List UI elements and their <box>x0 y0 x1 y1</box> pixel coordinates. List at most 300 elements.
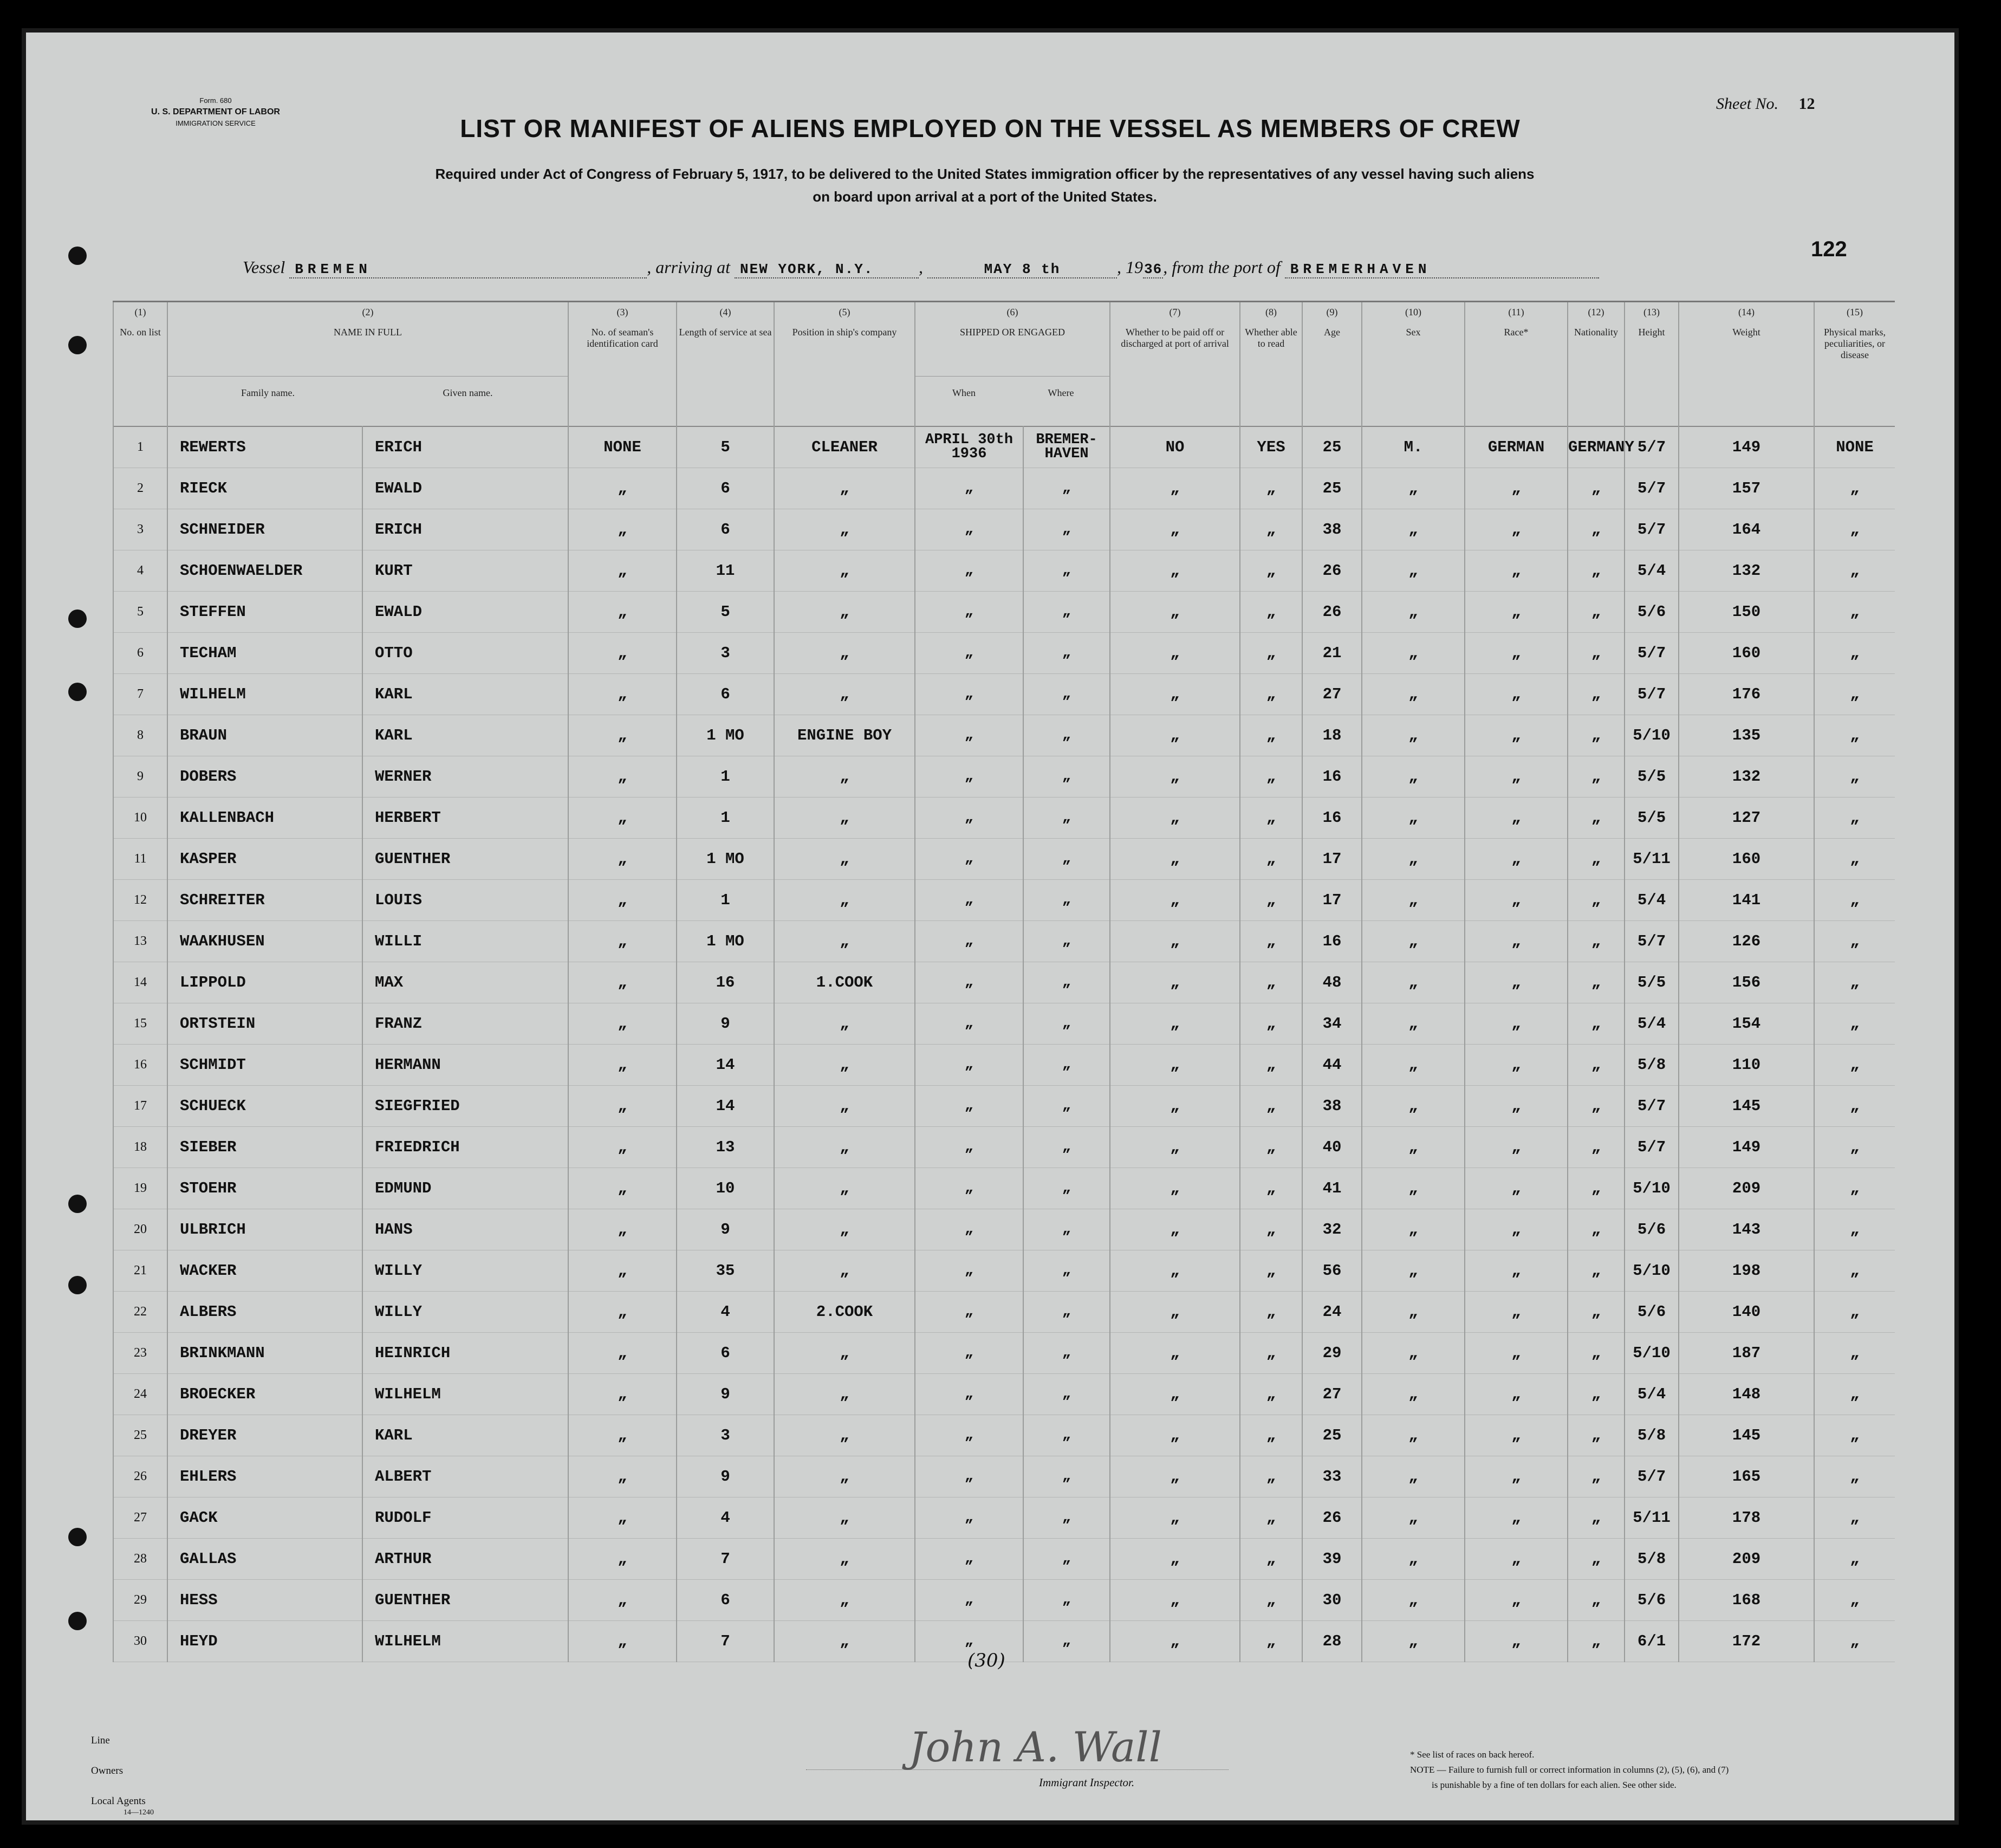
cell-sex: „ <box>1362 632 1465 673</box>
cell-id-card: „ <box>568 1168 677 1209</box>
table-row <box>113 1579 1895 1620</box>
cell-weight: 178 <box>1679 1497 1814 1538</box>
vessel-name: BREMEN <box>289 261 647 278</box>
binder-hole <box>68 247 87 265</box>
cell-physical-marks: „ <box>1814 1373 1895 1415</box>
cell-sex: „ <box>1362 673 1465 715</box>
cell-sex: „ <box>1362 838 1465 879</box>
cell-family-name: HEYD <box>167 1620 362 1662</box>
cell-age: 25 <box>1302 468 1362 509</box>
cell-position: ENGINE BOY <box>774 715 915 756</box>
cell-row-number: 15 <box>113 1003 167 1044</box>
cell-row-number: 5 <box>113 591 167 632</box>
cell-nationality: „ <box>1568 879 1625 920</box>
cell-race: „ <box>1465 509 1568 550</box>
cell-id-card: „ <box>568 920 677 962</box>
cell-given-name: MAX <box>362 962 568 1003</box>
cell-age: 38 <box>1302 1085 1362 1126</box>
cell-position: „ <box>774 1415 915 1456</box>
cell-able-to-read: „ <box>1240 468 1302 509</box>
cell-position: „ <box>774 509 915 550</box>
cell-physical-marks: „ <box>1814 632 1895 673</box>
cell-position: „ <box>774 1250 915 1291</box>
cell-paid-off: „ <box>1110 1291 1240 1332</box>
cell-physical-marks: „ <box>1814 1497 1895 1538</box>
cell-given-name: KARL <box>362 715 568 756</box>
sheet-number <box>1716 95 1815 113</box>
cell-row-number: 17 <box>113 1085 167 1126</box>
binder-hole <box>68 1612 87 1630</box>
cell-position: „ <box>774 468 915 509</box>
cell-shipped-where: „ <box>1023 591 1110 632</box>
cell-id-card: „ <box>568 879 677 920</box>
cell-height: 5/7 <box>1625 509 1679 550</box>
cell-service-length: 7 <box>677 1620 774 1662</box>
cell-shipped-when: „ <box>915 1291 1023 1332</box>
crew-rows <box>113 426 1895 1662</box>
cell-shipped-where: „ <box>1023 1044 1110 1085</box>
cell-shipped-where: „ <box>1023 879 1110 920</box>
cell-shipped-where: BREMER- HAVEN <box>1023 426 1110 468</box>
cell-paid-off: „ <box>1110 1373 1240 1415</box>
cell-shipped-where: „ <box>1023 1373 1110 1415</box>
cell-paid-off: „ <box>1110 1579 1240 1620</box>
cell-nationality: „ <box>1568 509 1625 550</box>
col-name: (2) NAME IN FULL Family name. Given name. <box>167 302 568 426</box>
cell-race: GERMAN <box>1465 426 1568 468</box>
form-code: 14—1240 <box>124 1808 154 1817</box>
table-row <box>113 1497 1895 1538</box>
cell-given-name: HEINRICH <box>362 1332 568 1373</box>
cell-paid-off: „ <box>1110 1538 1240 1579</box>
cell-nationality: „ <box>1568 920 1625 962</box>
cell-race: „ <box>1465 1332 1568 1373</box>
table-row <box>113 797 1895 838</box>
cell-nationality: „ <box>1568 1456 1625 1497</box>
cell-position: 2.COOK <box>774 1291 915 1332</box>
cell-sex: M. <box>1362 426 1465 468</box>
cell-family-name: SIEBER <box>167 1126 362 1168</box>
cell-weight: 140 <box>1679 1291 1814 1332</box>
cell-able-to-read: „ <box>1240 632 1302 673</box>
cell-shipped-when: „ <box>915 591 1023 632</box>
cell-able-to-read: „ <box>1240 1497 1302 1538</box>
note-fine-2: is punishable by a fine of ten dollars for each alien. See other side. <box>1432 1780 1677 1790</box>
cell-sex: „ <box>1362 1373 1465 1415</box>
cell-age: 25 <box>1302 426 1362 468</box>
cell-sex: „ <box>1362 509 1465 550</box>
cell-row-number: 23 <box>113 1332 167 1373</box>
table-row <box>113 1085 1895 1126</box>
cell-service-length: 6 <box>677 468 774 509</box>
cell-nationality: „ <box>1568 756 1625 797</box>
cell-service-length: 1 <box>677 879 774 920</box>
sheet-number-label: Sheet No. <box>1716 95 1778 113</box>
cell-nationality: „ <box>1568 962 1625 1003</box>
cell-race: „ <box>1465 1291 1568 1332</box>
cell-paid-off: NO <box>1110 426 1240 468</box>
cell-able-to-read: „ <box>1240 1085 1302 1126</box>
cell-position: „ <box>774 1579 915 1620</box>
cell-family-name: EHLERS <box>167 1456 362 1497</box>
cell-row-number: 24 <box>113 1373 167 1415</box>
binder-hole <box>68 683 87 701</box>
cell-paid-off: „ <box>1110 1044 1240 1085</box>
cell-row-number: 3 <box>113 509 167 550</box>
cell-sex: „ <box>1362 1291 1465 1332</box>
cell-position: „ <box>774 673 915 715</box>
cell-height: 5/6 <box>1625 1209 1679 1250</box>
cell-position: „ <box>774 1538 915 1579</box>
cell-paid-off: „ <box>1110 509 1240 550</box>
cell-given-name: GUENTHER <box>362 838 568 879</box>
col-given-name: Given name. <box>443 387 493 398</box>
cell-family-name: SCHUECK <box>167 1085 362 1126</box>
service-name: IMMIGRATION SERVICE <box>176 119 256 127</box>
table-row <box>113 715 1895 756</box>
cell-able-to-read: „ <box>1240 1126 1302 1168</box>
cell-position: „ <box>774 1168 915 1209</box>
cell-given-name: HERMANN <box>362 1044 568 1085</box>
cell-id-card: „ <box>568 1497 677 1538</box>
cell-service-length: 13 <box>677 1126 774 1168</box>
table-row <box>113 1332 1895 1373</box>
cell-shipped-where: „ <box>1023 1126 1110 1168</box>
cell-weight: 187 <box>1679 1332 1814 1373</box>
cell-family-name: DREYER <box>167 1415 362 1456</box>
cell-able-to-read: „ <box>1240 1209 1302 1250</box>
cell-nationality: „ <box>1568 1044 1625 1085</box>
cell-service-length: 3 <box>677 632 774 673</box>
cell-physical-marks: „ <box>1814 838 1895 879</box>
cell-shipped-where: „ <box>1023 1456 1110 1497</box>
cell-able-to-read: „ <box>1240 1291 1302 1332</box>
cell-position: „ <box>774 1456 915 1497</box>
cell-row-number: 22 <box>113 1291 167 1332</box>
total-count: (30) <box>967 1650 1005 1671</box>
cell-race: „ <box>1465 550 1568 591</box>
cell-physical-marks: „ <box>1814 879 1895 920</box>
owners-label: Owners <box>91 1765 124 1776</box>
cell-given-name: OTTO <box>362 632 568 673</box>
cell-family-name: SCHMIDT <box>167 1044 362 1085</box>
cell-shipped-when: „ <box>915 1332 1023 1373</box>
inspector-label: Immigrant Inspector. <box>1039 1776 1135 1789</box>
col-family-name: Family name. <box>241 387 295 398</box>
cell-age: 16 <box>1302 797 1362 838</box>
col-shipped: (6) SHIPPED OR ENGAGED When Where <box>915 302 1110 426</box>
cell-race: „ <box>1465 673 1568 715</box>
cell-height: 5/4 <box>1625 550 1679 591</box>
cell-row-number: 8 <box>113 715 167 756</box>
cell-sex: „ <box>1362 591 1465 632</box>
cell-nationality: „ <box>1568 1497 1625 1538</box>
cell-shipped-when: „ <box>915 756 1023 797</box>
cell-paid-off: „ <box>1110 1168 1240 1209</box>
table-row <box>113 756 1895 797</box>
cell-nationality: „ <box>1568 673 1625 715</box>
table-row <box>113 468 1895 509</box>
cell-shipped-when: APRIL 30th 1936 <box>915 426 1023 468</box>
cell-height: 5/11 <box>1625 838 1679 879</box>
cell-id-card: „ <box>568 1003 677 1044</box>
cell-weight: 156 <box>1679 962 1814 1003</box>
cell-sex: „ <box>1362 1579 1465 1620</box>
cell-id-card: „ <box>568 591 677 632</box>
cell-physical-marks: „ <box>1814 962 1895 1003</box>
cell-given-name: GUENTHER <box>362 1579 568 1620</box>
table-row <box>113 1538 1895 1579</box>
cell-paid-off: „ <box>1110 1209 1240 1250</box>
cell-given-name: KURT <box>362 550 568 591</box>
col-service: (4) Length of service at sea <box>677 302 774 426</box>
cell-age: 32 <box>1302 1209 1362 1250</box>
col-race: (11) Race* <box>1465 302 1568 426</box>
cell-able-to-read: „ <box>1240 920 1302 962</box>
cell-weight: 135 <box>1679 715 1814 756</box>
cell-nationality: „ <box>1568 1415 1625 1456</box>
cell-weight: 172 <box>1679 1620 1814 1662</box>
cell-shipped-when: „ <box>915 632 1023 673</box>
cell-physical-marks: „ <box>1814 550 1895 591</box>
table-row <box>113 1291 1895 1332</box>
cell-weight: 143 <box>1679 1209 1814 1250</box>
cell-able-to-read: „ <box>1240 1579 1302 1620</box>
cell-shipped-when: „ <box>915 1620 1023 1662</box>
cell-nationality: „ <box>1568 1085 1625 1126</box>
cell-age: 38 <box>1302 509 1362 550</box>
cell-row-number: 28 <box>113 1538 167 1579</box>
cell-service-length: 9 <box>677 1209 774 1250</box>
cell-shipped-when: „ <box>915 1209 1023 1250</box>
cell-row-number: 13 <box>113 920 167 962</box>
cell-id-card: NONE <box>568 426 677 468</box>
cell-height: 5/10 <box>1625 1250 1679 1291</box>
cell-able-to-read: „ <box>1240 879 1302 920</box>
cell-race: „ <box>1465 1085 1568 1126</box>
table-row <box>113 879 1895 920</box>
cell-given-name: LOUIS <box>362 879 568 920</box>
cell-sex: „ <box>1362 1250 1465 1291</box>
cell-shipped-when: „ <box>915 1003 1023 1044</box>
cell-shipped-when: „ <box>915 1250 1023 1291</box>
cell-sex: „ <box>1362 1415 1465 1456</box>
cell-height: 5/6 <box>1625 591 1679 632</box>
cell-service-length: 35 <box>677 1250 774 1291</box>
cell-given-name: WILLY <box>362 1250 568 1291</box>
cell-paid-off: „ <box>1110 591 1240 632</box>
cell-paid-off: „ <box>1110 1126 1240 1168</box>
cell-height: 5/7 <box>1625 1456 1679 1497</box>
cell-nationality: „ <box>1568 715 1625 756</box>
subtitle-line-2: on board upon arrival at a port of the United States. <box>813 189 1157 205</box>
cell-able-to-read: „ <box>1240 756 1302 797</box>
cell-paid-off: „ <box>1110 1085 1240 1126</box>
cell-nationality: „ <box>1568 797 1625 838</box>
cell-row-number: 20 <box>113 1209 167 1250</box>
cell-id-card: „ <box>568 509 677 550</box>
cell-weight: 141 <box>1679 879 1814 920</box>
cell-able-to-read: „ <box>1240 550 1302 591</box>
cell-sex: „ <box>1362 1538 1465 1579</box>
cell-weight: 149 <box>1679 426 1814 468</box>
cell-id-card: „ <box>568 550 677 591</box>
cell-race: „ <box>1465 1538 1568 1579</box>
arriving-label: , arriving at <box>647 257 730 277</box>
cell-shipped-where: „ <box>1023 1332 1110 1373</box>
table-row <box>113 673 1895 715</box>
cell-given-name: HERBERT <box>362 797 568 838</box>
col-no: (1) No. on list <box>113 302 167 426</box>
cell-nationality: „ <box>1568 1003 1625 1044</box>
cell-service-length: 7 <box>677 1538 774 1579</box>
cell-physical-marks: „ <box>1814 756 1895 797</box>
cell-height: 5/7 <box>1625 673 1679 715</box>
page-number: 122 <box>1811 237 1847 261</box>
cell-race: „ <box>1465 879 1568 920</box>
cell-height: 5/5 <box>1625 962 1679 1003</box>
cell-given-name: HANS <box>362 1209 568 1250</box>
cell-service-length: 5 <box>677 426 774 468</box>
cell-service-length: 1 MO <box>677 838 774 879</box>
cell-family-name: GALLAS <box>167 1538 362 1579</box>
cell-position: 1.COOK <box>774 962 915 1003</box>
cell-row-number: 11 <box>113 838 167 879</box>
cell-weight: 168 <box>1679 1579 1814 1620</box>
cell-age: 39 <box>1302 1538 1362 1579</box>
cell-row-number: 29 <box>113 1579 167 1620</box>
cell-race: „ <box>1465 1044 1568 1085</box>
cell-age: 21 <box>1302 632 1362 673</box>
cell-able-to-read: „ <box>1240 838 1302 879</box>
cell-sex: „ <box>1362 1209 1465 1250</box>
cell-id-card: „ <box>568 1250 677 1291</box>
cell-race: „ <box>1465 1250 1568 1291</box>
cell-shipped-when: „ <box>915 550 1023 591</box>
cell-family-name: WILHELM <box>167 673 362 715</box>
col-read: (8) Whether able to read <box>1240 302 1302 426</box>
cell-nationality: „ <box>1568 1373 1625 1415</box>
cell-height: 5/11 <box>1625 1497 1679 1538</box>
cell-age: 26 <box>1302 550 1362 591</box>
cell-weight: 127 <box>1679 797 1814 838</box>
cell-given-name: ALBERT <box>362 1456 568 1497</box>
cell-race: „ <box>1465 797 1568 838</box>
cell-family-name: BRINKMANN <box>167 1332 362 1373</box>
cell-service-length: 4 <box>677 1291 774 1332</box>
cell-position: „ <box>774 550 915 591</box>
cell-given-name: EDMUND <box>362 1168 568 1209</box>
signature-line <box>806 1769 1229 1770</box>
binder-hole <box>68 336 87 354</box>
cell-given-name: ERICH <box>362 509 568 550</box>
cell-paid-off: „ <box>1110 797 1240 838</box>
cell-weight: 176 <box>1679 673 1814 715</box>
cell-shipped-where: „ <box>1023 509 1110 550</box>
cell-nationality: „ <box>1568 1291 1625 1332</box>
cell-height: 5/10 <box>1625 1168 1679 1209</box>
cell-weight: 160 <box>1679 632 1814 673</box>
cell-sex: „ <box>1362 1332 1465 1373</box>
cell-shipped-when: „ <box>915 797 1023 838</box>
cell-able-to-read: „ <box>1240 591 1302 632</box>
cell-physical-marks: „ <box>1814 1250 1895 1291</box>
cell-height: 5/7 <box>1625 468 1679 509</box>
cell-weight: 209 <box>1679 1538 1814 1579</box>
cell-family-name: LIPPOLD <box>167 962 362 1003</box>
cell-nationality: „ <box>1568 1126 1625 1168</box>
cell-family-name: GACK <box>167 1497 362 1538</box>
cell-given-name: ERICH <box>362 426 568 468</box>
table-row <box>113 920 1895 962</box>
cell-shipped-when: „ <box>915 1168 1023 1209</box>
cell-race: „ <box>1465 468 1568 509</box>
cell-height: 5/5 <box>1625 797 1679 838</box>
cell-id-card: „ <box>568 1332 677 1373</box>
cell-row-number: 25 <box>113 1415 167 1456</box>
cell-height: 5/7 <box>1625 632 1679 673</box>
cell-paid-off: „ <box>1110 920 1240 962</box>
cell-position: CLEANER <box>774 426 915 468</box>
cell-weight: 198 <box>1679 1250 1814 1291</box>
cell-sex: „ <box>1362 1168 1465 1209</box>
cell-given-name: SIEGFRIED <box>362 1085 568 1126</box>
cell-physical-marks: „ <box>1814 1579 1895 1620</box>
cell-sex: „ <box>1362 1497 1465 1538</box>
cell-nationality: „ <box>1568 632 1625 673</box>
cell-age: 25 <box>1302 1415 1362 1456</box>
cell-race: „ <box>1465 920 1568 962</box>
cell-service-length: 1 <box>677 797 774 838</box>
binder-hole <box>68 1195 87 1213</box>
cell-position: „ <box>774 838 915 879</box>
table-row <box>113 591 1895 632</box>
cell-service-length: 16 <box>677 962 774 1003</box>
cell-physical-marks: „ <box>1814 1168 1895 1209</box>
cell-able-to-read: „ <box>1240 715 1302 756</box>
cell-age: 30 <box>1302 1579 1362 1620</box>
cell-race: „ <box>1465 1579 1568 1620</box>
cell-given-name: EWALD <box>362 468 568 509</box>
cell-service-length: 5 <box>677 591 774 632</box>
cell-shipped-when: „ <box>915 838 1023 879</box>
cell-physical-marks: NONE <box>1814 426 1895 468</box>
vessel-line: Vessel BREMEN , arriving at NEW YORK, N.Y. , MAY 8 th , 1936, from the port of BREMERHAVEN <box>243 257 1599 278</box>
form-number: Form. 680 <box>199 96 232 105</box>
cell-able-to-read: „ <box>1240 1620 1302 1662</box>
cell-shipped-where: „ <box>1023 1209 1110 1250</box>
cell-age: 17 <box>1302 838 1362 879</box>
cell-weight: 126 <box>1679 920 1814 962</box>
cell-id-card: „ <box>568 715 677 756</box>
cell-weight: 145 <box>1679 1085 1814 1126</box>
cell-paid-off: „ <box>1110 1497 1240 1538</box>
cell-height: 5/8 <box>1625 1538 1679 1579</box>
cell-row-number: 1 <box>113 426 167 468</box>
cell-weight: 145 <box>1679 1415 1814 1456</box>
cell-id-card: „ <box>568 1579 677 1620</box>
cell-row-number: 16 <box>113 1044 167 1085</box>
cell-shipped-where: „ <box>1023 673 1110 715</box>
table-row <box>113 1415 1895 1456</box>
cell-age: 28 <box>1302 1620 1362 1662</box>
cell-family-name: RIECK <box>167 468 362 509</box>
cell-able-to-read: „ <box>1240 1168 1302 1209</box>
cell-age: 26 <box>1302 591 1362 632</box>
from-label: , from the port of <box>1163 257 1281 277</box>
cell-family-name: WAAKHUSEN <box>167 920 362 962</box>
cell-shipped-when: „ <box>915 879 1023 920</box>
